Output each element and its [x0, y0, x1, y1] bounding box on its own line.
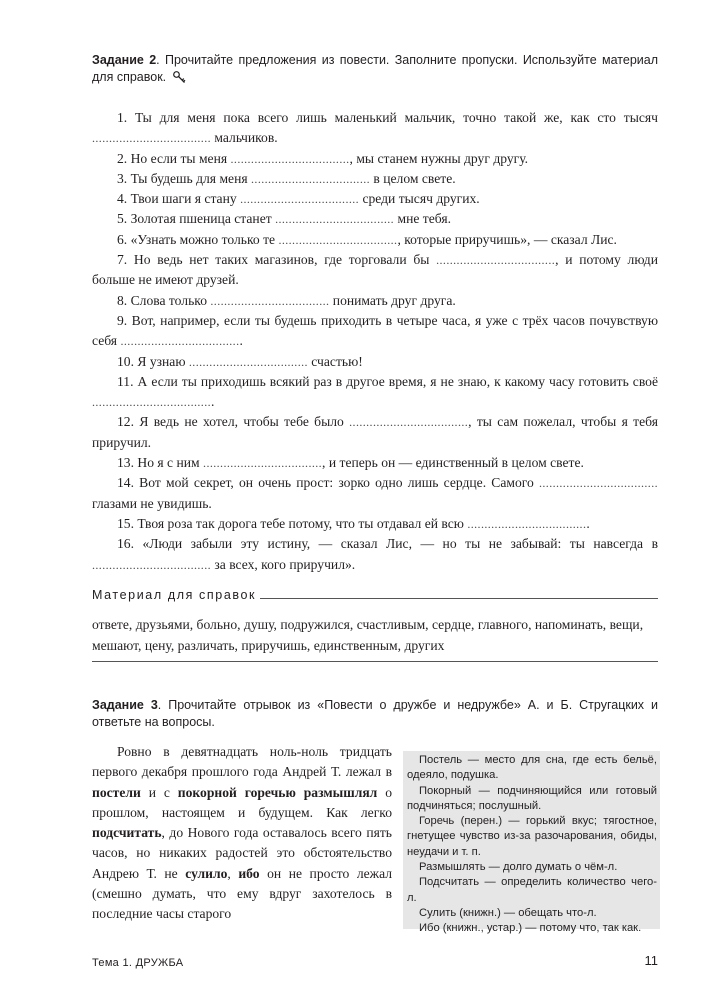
reference-words: ответе, друзьями, больно, душу, подружился, счастливым, сердце, главного, напоминать, вещи, мешают, цену, различать, приручишь, единственным, других — [92, 617, 644, 653]
reference-title-rule — [260, 598, 658, 599]
blank-field: ................................... — [467, 516, 587, 531]
sentence-item — [92, 514, 658, 534]
excerpt-part: он не просто лежал (смешно думать, что ему вдруг захотелось в последние часы старого — [92, 865, 393, 922]
blank-field: ................................... — [240, 192, 360, 207]
sentence-text: 7. Но ведь нет таких магазинов, где торговали бы — [117, 252, 437, 268]
glossary-entry: Покорный — подчиняющийся или готовый подчиняться; послушный. — [407, 784, 657, 812]
sentence-item — [92, 230, 658, 250]
sentence-text: мне тебя. — [394, 211, 451, 227]
task2-number: Задание 2 — [92, 53, 157, 67]
blank-field: ................................... — [120, 334, 240, 349]
task3-number: Задание 3 — [92, 698, 158, 712]
sentence-text: 16. «Люди забыли эту истину, — сказал Лис, — но ты не забывай: ты навсегда в — [117, 536, 658, 552]
sentence-text: , и теперь он — единственный в целом свете. — [322, 455, 584, 471]
excerpt-part: и с — [140, 784, 178, 800]
sentence-text: 2. Но если ты меня — [117, 150, 231, 166]
excerpt-part: Ровно в девятнадцать ноль-ноль тридцать первого декабря прошлого года Андрей Т. лежал в — [92, 744, 392, 780]
sentence-text: , мы станем нужны друг другу. — [349, 150, 529, 166]
sentence-text: 9. Вот, например, если ты будешь приходить в четыре часа, я уже с трёх часов почувствую себя — [92, 312, 658, 349]
key-icon — [172, 70, 186, 84]
sentence-text: , и потому люди больше не имеют друзей. — [92, 252, 658, 288]
excerpt-bold-word: постели — [92, 784, 141, 800]
sentence-text: 10. Я узнаю — [117, 353, 189, 369]
sentence-text: 12. Я ведь не хотел, чтобы тебе было — [117, 414, 350, 430]
sentence-text: в целом свете. — [370, 170, 456, 186]
excerpt-bold-word: подсчитать — [92, 825, 162, 841]
task2-instruction: . Прочитайте предложения из повести. Заполните пропуски. Используйте материал для справок. — [92, 53, 658, 84]
sentence-item — [92, 108, 658, 149]
sentence-item — [92, 412, 658, 453]
excerpt-bold-word: сулило — [185, 865, 228, 881]
sentence-item — [92, 453, 658, 473]
blank-field: ................................... — [278, 232, 398, 247]
glossary-entry: Подсчитать — определить количество чего-л. — [407, 876, 657, 904]
blank-field: ................................... — [275, 212, 395, 227]
glossary-entry: Горечь (перен.) — горький вкус; тягостное, гнетущее чувство из-за разочарования, обиды, неудачи и т. п. — [407, 815, 657, 858]
blank-field: ................................... — [92, 131, 211, 146]
blank-field: ................................... — [92, 395, 211, 410]
sentence-text: 4. Твои шаги я стану — [117, 191, 241, 207]
excerpt-text — [92, 742, 392, 925]
sentence-text: понимать друг друга. — [329, 292, 456, 308]
glossary-entry: Постель — место для сна, где есть бельё, одеяло, подушка. — [407, 754, 657, 782]
sentence-item — [92, 534, 658, 575]
sentence-text: 3. Ты будешь для меня — [117, 170, 252, 186]
footer-topic: Тема 1. ДРУЖБА — [92, 957, 184, 969]
sentence-text: мальчиков. — [211, 130, 278, 146]
sentence-text: , ты сам пожелал, чтобы я тебя приручил. — [92, 414, 658, 450]
excerpt-part: , — [227, 865, 239, 881]
blank-field: ................................... — [539, 476, 658, 491]
reference-title — [92, 588, 658, 602]
glossary-entry: Сулить (книжн.) — обещать что-л. — [419, 906, 597, 919]
sentence-text: . — [211, 394, 215, 410]
blank-field: ................................... — [436, 253, 556, 268]
sentence-item — [92, 149, 658, 169]
sentence-item — [92, 291, 658, 311]
sentence-text: 11. А если ты приходишь всякий раз в другое время, я не знаю, к какому часу готовить своё — [117, 373, 658, 389]
glossary-entry: Размышлять — долго думать о чём-л. — [419, 861, 618, 874]
sentence-text: среди тысяч других. — [359, 191, 480, 207]
blank-field: ................................... — [188, 354, 308, 369]
sentence-text: 6. «Узнать можно только те — [117, 231, 279, 247]
blank-field: ................................... — [210, 293, 330, 308]
sentence-text: , которые приручишь», — сказал Лис. — [397, 231, 617, 247]
sentence-text: 14. Вот мой секрет, он очень прост: зорко одно лишь сердце. Самого — [117, 475, 539, 491]
glossary-entry: Ибо (книжн., устар.) — потому что, так как. — [419, 922, 642, 935]
blank-field: ................................... — [251, 171, 371, 186]
excerpt-bold-word: ибо — [238, 865, 260, 881]
sentence-item — [92, 473, 658, 514]
blank-field: ................................... — [349, 415, 469, 430]
task3-instruction: . Прочитайте отрывок из «Повести о дружбе и недружбе» А. и Б. Стругацких и ответьте на вопросы. — [92, 698, 659, 729]
glossary-list — [403, 751, 660, 937]
sentence-text: . — [239, 333, 243, 349]
reference-title-text: Материал для справок — [92, 588, 257, 602]
sentence-item — [92, 209, 658, 229]
sentence-item — [92, 169, 658, 189]
sentence-text: . — [586, 515, 590, 531]
sentence-item — [92, 372, 658, 413]
sentence-list — [92, 108, 658, 575]
sentence-text: 5. Золотая пшеница станет — [117, 211, 276, 227]
page-number: 11 — [644, 953, 658, 968]
sentence-item — [92, 311, 658, 352]
blank-field: ................................... — [92, 557, 211, 572]
task3-header — [92, 697, 658, 731]
task2-header — [92, 52, 658, 86]
sentence-text: за всех, кого приручил». — [211, 556, 356, 572]
blank-field: ................................... — [230, 151, 350, 166]
reference-bottom-rule — [92, 661, 658, 662]
sentence-item — [92, 250, 658, 291]
sentence-text: глазами не увидишь. — [92, 495, 212, 511]
sentence-text: 8. Слова только — [117, 292, 211, 308]
blank-field: ................................... — [203, 456, 323, 471]
sentence-item — [92, 352, 658, 372]
sentence-text: 15. Твоя роза так дорога тебе потому, что ты отдавал ей всю — [117, 515, 468, 531]
sentence-text: счастью! — [307, 353, 363, 369]
sentence-text: 13. Но я с ним — [117, 455, 204, 471]
sentence-item — [92, 189, 658, 209]
excerpt-part: , до Нового года оставалось всего пять часов, но никаких радостей это обстоятельство Андрею Т. не — [92, 825, 392, 881]
excerpt-part: о прошлом, настоящем и будущем. Как легко — [92, 784, 392, 820]
excerpt-bold-word: покорной горечью размышлял — [177, 784, 378, 800]
sentence-text: 1. Ты для меня пока всего лишь маленький мальчик, точно такой же, как сто тысяч — [117, 110, 658, 125]
